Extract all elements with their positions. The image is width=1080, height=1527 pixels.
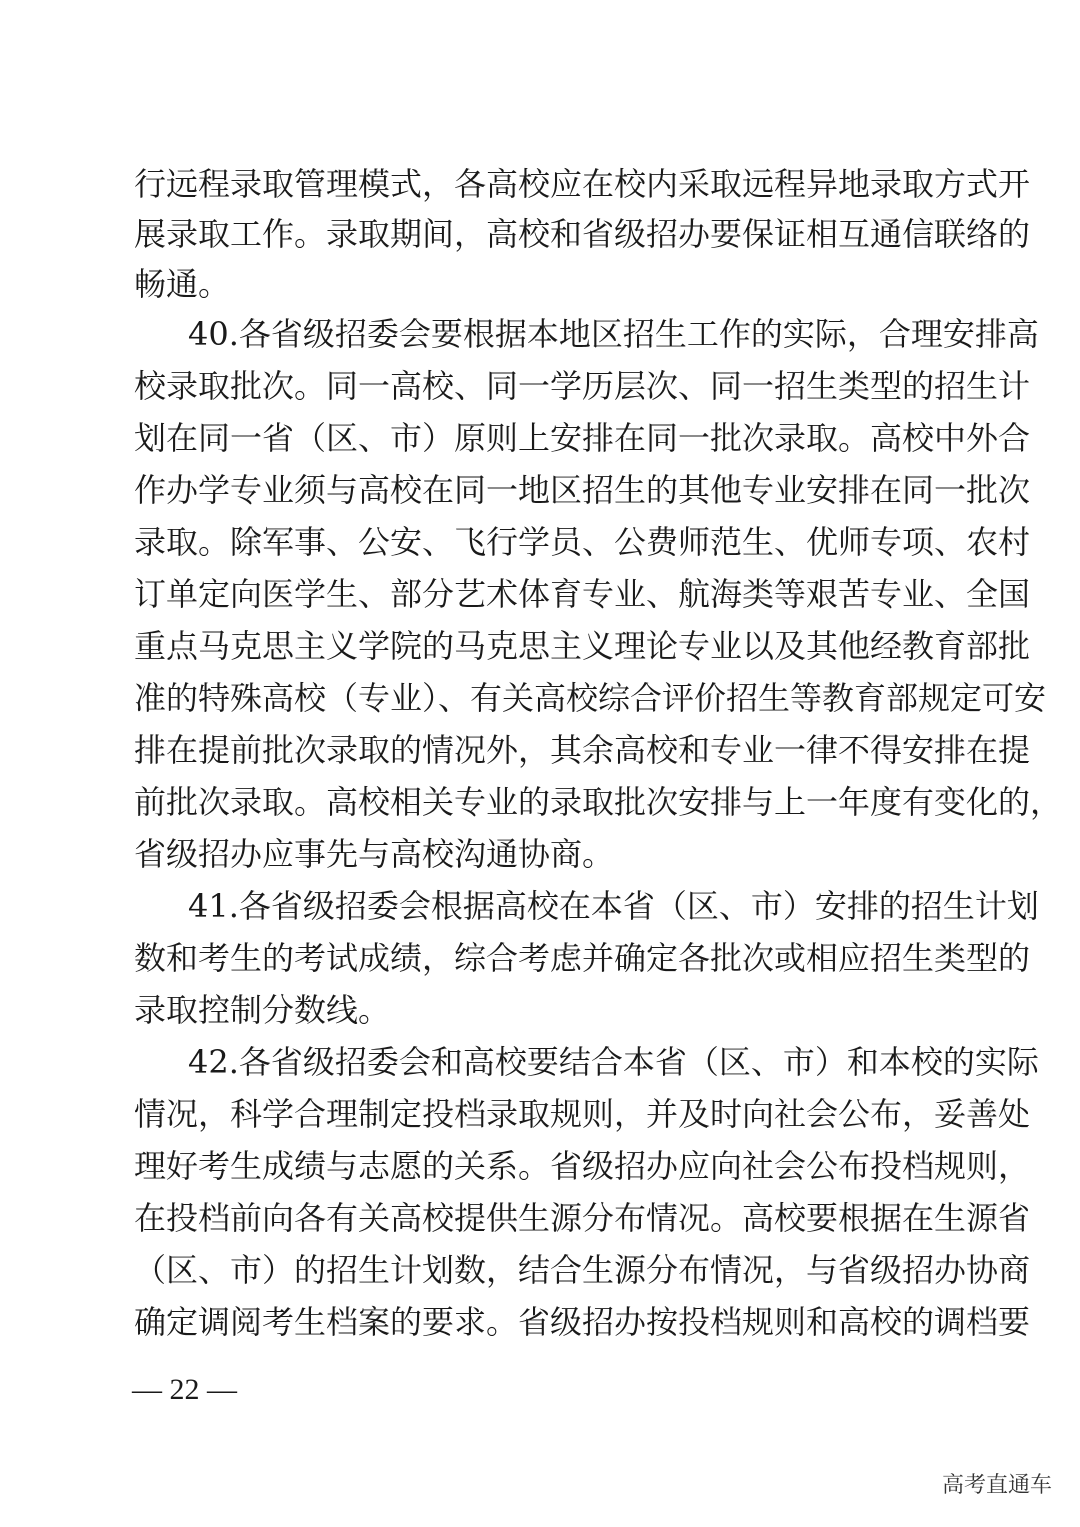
body-text-line: 展录取工作。录取期间，高校和省级招办要保证相互通信联络的	[134, 215, 1031, 253]
body-text-line: 情况，科学合理制定投档录取规则，并及时向社会公布，妥善处	[134, 1095, 1031, 1133]
body-text-line: 省级招办应事先与高校沟通协商。	[134, 835, 615, 873]
paragraph-42-first-line: 42.各省级招委会和高校要结合本省（区、市）和本校的实际	[188, 1043, 1039, 1081]
paragraph-41-first-line: 41.各省级招委会根据高校在本省（区、市）安排的招生计划	[188, 887, 1039, 925]
body-text-line: （区、市）的招生计划数，结合生源分布情况，与省级招办协商	[134, 1251, 1031, 1289]
body-text-line: 校录取批次。同一高校、同一学历层次、同一招生类型的招生计	[134, 367, 1031, 405]
body-text-line: 确定调阅考生档案的要求。省级招办按投档规则和高校的调档要	[134, 1303, 1031, 1341]
body-text-line: 数和考生的考试成绩，综合考虑并确定各批次或相应招生类型的	[134, 939, 1031, 977]
body-text-line: 订单定向医学生、部分艺术体育专业、航海类等艰苦专业、全国	[134, 575, 1031, 613]
body-text-line: 录取控制分数线。	[134, 991, 391, 1029]
paragraph-40-first-line: 40.各省级招委会要根据本地区招生工作的实际，合理安排高	[188, 315, 1039, 353]
body-text-line: 前批次录取。高校相关专业的录取批次安排与上一年度有变化的，	[134, 783, 1063, 821]
body-text-line: 畅通。	[134, 265, 231, 303]
body-text-line: 录取。除军事、公安、飞行学员、公费师范生、优师专项、农村	[134, 523, 1031, 561]
source-watermark: 高考直通车	[941, 1473, 1052, 1498]
body-text-line: 在投档前向各有关高校提供生源分布情况。高校要根据在生源省	[134, 1199, 1031, 1237]
body-text-line: 理好考生成绩与志愿的关系。省级招办应向社会公布投档规则，	[134, 1147, 1031, 1185]
body-text-line: 行远程录取管理模式，各高校应在校内采取远程异地录取方式开	[134, 165, 1031, 203]
page-number: — 22 —	[132, 1373, 237, 1406]
body-text-line: 准的特殊高校（专业）、有关高校综合评价招生等教育部规定可安	[134, 679, 1047, 717]
body-text-line: 排在提前批次录取的情况外，其余高校和专业一律不得安排在提	[134, 731, 1031, 769]
body-text-line: 划在同一省（区、市）原则上安排在同一批次录取。高校中外合	[134, 419, 1031, 457]
body-text-line: 重点马克思主义学院的马克思主义理论专业以及其他经教育部批	[134, 627, 1031, 665]
body-text-line: 作办学专业须与高校在同一地区招生的其他专业安排在同一批次	[134, 471, 1031, 509]
